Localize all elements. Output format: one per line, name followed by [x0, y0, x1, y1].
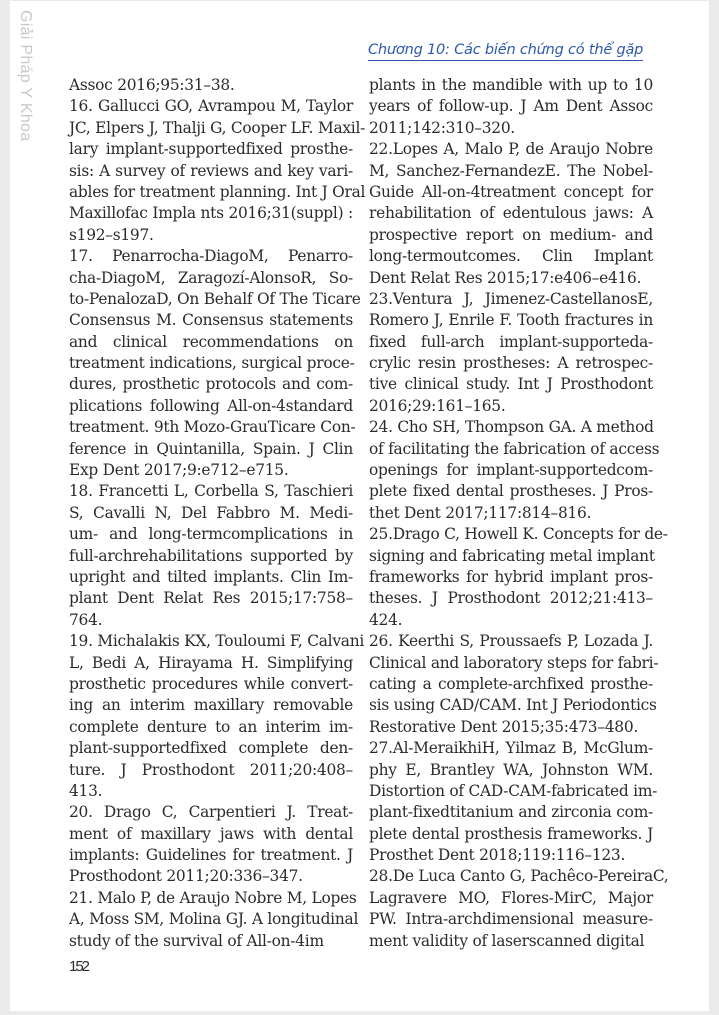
reference-line: dures, prosthetic protocols and com- [69, 375, 353, 394]
reference-line: crylic resin prostheses: A retrospec- [369, 354, 653, 373]
reference-line: theses. J Prosthodont 2012;21:413– [369, 589, 653, 608]
reference-line: 19. Michalakis KX, Touloumi F, Calvani [69, 632, 365, 651]
reference-line: M, Sanchez-FernandezE. The Nobel- [369, 161, 653, 180]
reference-line: PW. Intra-archdimensional measure- [369, 910, 653, 929]
reference-line: Lagravere MO, Flores-MirC, Major [369, 888, 653, 907]
reference-line: Romero J, Enrile F. Tooth fractures in [369, 311, 653, 330]
reference-line: A, Moss SM, Molina GJ. A longitudinal [69, 910, 359, 929]
reference-line: 23.Ventura J, Jimenez-CastellanosE, [369, 289, 653, 308]
reference-line: signing and fabricating metal implant [369, 546, 655, 565]
reference-line: openings for implant-supportedcom- [369, 461, 653, 480]
references-column-left [69, 75, 366, 952]
reference-line: JC, Elpers J, Thalji G, Cooper LF. Maxil- [69, 118, 366, 137]
reference-line: and clinical recommendations on [69, 332, 353, 351]
reference-line: sis: A survey of reviews and key vari- [69, 161, 353, 180]
reference-line: 17. Penarrocha-DiagoM, Penarro- [69, 247, 353, 266]
reference-line: L, Bedi A, Hirayama H. Simplifying [69, 653, 353, 672]
reference-line: 22.Lopes A, Malo P, de Araujo Nobre [369, 140, 653, 159]
reference-line: Clinical and laboratory steps for fabri- [369, 653, 659, 672]
reference-line: plants in the mandible with up to 10 [369, 76, 653, 94]
reference-line: 2011;142:310–320. [369, 118, 516, 137]
reference-line: 2016;29:161–165. [369, 396, 506, 415]
reference-line: study of the survival of All-on-4im [69, 931, 324, 950]
reference-line: 413. [69, 781, 103, 800]
reference-line: full-archrehabilitations supported by [69, 546, 353, 565]
reference-line: Distortion of CAD-CAM-fabricated im- [369, 781, 658, 800]
reference-line: 764. [69, 610, 103, 629]
reference-line: Dent Relat Res 2015;17:e406–e416. [369, 268, 642, 287]
page-number: 152 [69, 958, 89, 975]
reference-line: 26. Keerthi S, Proussaefs P, Lozada J. [369, 632, 653, 651]
reference-line: Guide All-on-4treatment concept for [369, 182, 653, 201]
reference-line: 27.Al-MeraikhiH, Yilmaz B, McGlum- [369, 739, 653, 758]
reference-line: plant-supportedfixed complete den- [69, 739, 353, 758]
reference-line: cating a complete-archfixed prosthe- [369, 674, 653, 693]
reference-line: upright and tilted implants. Clin Im- [69, 567, 353, 586]
reference-line: treatment. 9th Mozo-GrauTicare Con- [69, 418, 356, 437]
reference-line: 21. Malo P, de Araujo Nobre M, Lopes [69, 888, 357, 907]
publisher-watermark: Giải Pháp Y Khoa [17, 10, 34, 142]
reference-line: prosthetic procedures while convert- [69, 674, 353, 693]
reference-line: implants: Guidelines for treatment. J [69, 846, 353, 865]
reference-line: plications following All-on-4standard [69, 396, 353, 415]
reference-line: Prosthet Dent 2018;119:116–123. [369, 846, 626, 865]
reference-line: 20. Drago C, Carpentieri J. Treat- [69, 803, 353, 822]
reference-line: ables for treatment planning. Int J Oral [69, 182, 366, 201]
reference-line: lary implant-supportedfixed prosthe- [69, 140, 353, 159]
reference-line: treatment indications, surgical proce- [69, 354, 355, 373]
reference-line: um- and long-termcomplications in [69, 525, 353, 544]
reference-line: ment of maxillary jaws with dental [69, 824, 353, 843]
reference-line: cha-DiagoM, Zaragozí-AlonsoR, So- [69, 268, 353, 287]
reference-line: plete dental prosthesis frameworks. J [369, 824, 653, 843]
reference-line: Assoc 2016;95:31–38. [69, 76, 235, 94]
reference-line: ing an interim maxillary removable [69, 696, 353, 715]
references-column-right [369, 75, 669, 952]
reference-line: 424. [369, 610, 403, 629]
reference-line: plant Dent Relat Res 2015;17:758– [69, 589, 353, 608]
reference-line: 18. Francetti L, Corbella S, Taschieri [69, 482, 353, 501]
reference-line: Maxillofac Impla nts 2016;31(suppl) : [69, 204, 353, 223]
reference-line: plete fixed dental prostheses. J Pros- [369, 482, 653, 501]
reference-line: Consensus M. Consensus statements [69, 311, 353, 330]
reference-line: frameworks for hybrid implant pros- [369, 567, 653, 586]
reference-line: ference in Quintanilla, Spain. J Clin [69, 439, 353, 458]
reference-line: Restorative Dent 2015;35:473–480. [369, 717, 639, 736]
reference-line: complete denture to an interim im- [69, 717, 353, 736]
reference-line: 16. Gallucci GO, Avrampou M, Taylor [69, 97, 353, 116]
reference-line: of facilitating the fabrication of access [369, 439, 660, 458]
reference-line: tive clinical study. Int J Prosthodont [369, 375, 653, 394]
reference-line: Exp Dent 2017;9:e712–e715. [69, 461, 289, 480]
reference-line: 28.De Luca Canto G, Pachêco-PereiraC, [369, 867, 669, 886]
chapter-header: Chương 10: Các biến chứng có thể gặp [368, 42, 643, 61]
reference-line: phy E, Brantley WA, Johnston WM. [369, 760, 653, 779]
reference-line: S, Cavalli N, Del Fabbro M. Medi- [69, 503, 353, 522]
reference-line: thet Dent 2017;117:814–816. [369, 503, 592, 522]
reference-line: rehabilitation of edentulous jaws: A [369, 204, 653, 223]
reference-line: ment validity of laserscanned digital [369, 931, 645, 950]
reference-line: long-termoutcomes. Clin Implant [369, 247, 653, 266]
reference-line: Prosthodont 2011;20:336–347. [69, 867, 303, 886]
reference-line: 25.Drago C, Howell K. Concepts for de- [369, 525, 668, 544]
reference-line: sis using CAD/CAM. Int J Periodontics [369, 696, 657, 715]
reference-line: s192–s197. [69, 225, 154, 244]
reference-line: 24. Cho SH, Thompson GA. A method [369, 418, 654, 437]
reference-line: fixed full-arch implant-supporteda- [369, 332, 653, 351]
reference-line: to-PenalozaD, On Behalf Of The Ticare [69, 289, 361, 308]
reference-line: years of follow-up. J Am Dent Assoc [369, 97, 653, 116]
reference-line: plant-fixedtitanium and zirconia com- [369, 803, 653, 822]
reference-line: ture. J Prosthodont 2011;20:408– [69, 760, 353, 779]
reference-line: prospective report on medium- and [369, 225, 653, 244]
